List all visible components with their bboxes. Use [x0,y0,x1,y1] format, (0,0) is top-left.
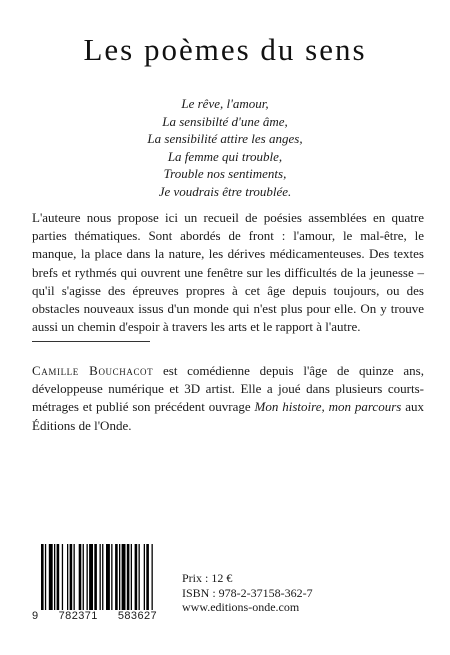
author-bio [32,362,424,435]
barcode-bar [144,544,145,610]
barcode-bar [146,544,149,610]
barcode-bars [32,544,157,610]
barcode-bar [70,544,73,610]
poem-line: Je voudrais être troublée. [158,183,292,199]
isbn: ISBN : 978-2-37158-362-7 [182,585,313,600]
barcode-bar [57,544,60,610]
author-bio-text-end: aux Éditions de l'Onde. [32,399,424,433]
isbn-barcode [32,544,157,630]
poem-line: Le rêve, l'amour, [181,96,269,111]
barcode-bar [102,544,103,610]
poem-line: La sensibilité attire les anges, [147,131,303,146]
barcode-bar [119,544,120,610]
publisher-info [182,571,313,615]
barcode-bar [83,544,84,610]
barcode-right-digits: 583627 [117,610,157,622]
barcode-left-digits: 782371 [58,610,98,622]
poem-line: La sensibilté d'une âme, [162,113,288,129]
barcode-bar [67,544,68,610]
barcode-bar [106,544,110,610]
barcode-bar [122,544,126,610]
barcode-bar [87,544,88,610]
book-description: L'auteure nous propose ici un recueil de poésies assemblées en quatre parties thématiques. Sont abordés de front : l'amour, le mal-être, le manque, la place dans la nature, les dérives médicamenteuses. Des textes brefs et rythmés qui ouvrent une fenêtre sur les difficultés de la jeunesse – qu'il s'agisse des épreuves propres à cet âge depuis toujours, ou des obstacles nouveaux issus d'un monde qui n'est plus pour elle. On y trouve aussi un chemin d'espoir à travers les arts et le rapport à l'autre. [32,210,424,335]
barcode-bar [54,544,55,610]
barcode-bar [131,544,132,610]
barcode-bar [49,544,53,610]
poem-line: La femme qui trouble, [167,148,283,164]
website: www.editions-onde.com [182,600,300,614]
barcode-bar [79,544,82,610]
barcode-bar [152,544,153,610]
poem-excerpt [0,95,450,200]
barcode-bar [139,544,140,610]
barcode-bar [74,544,75,610]
barcode-bar [89,544,93,610]
barcode-bar [45,544,46,610]
barcode-first-digit: 9 [32,610,39,622]
barcode-bar [115,544,118,610]
book-title: Les poèmes du sens [83,32,367,67]
barcode-bar [62,544,63,610]
section-divider [32,341,150,342]
barcode-bar [127,544,130,610]
barcode-bar [41,544,44,610]
author-bio-text: est comédienne depuis l'âge de quinze ans, développeuse numérique et 3D artist. Elle a joué dans plusieurs courts-métrages et publié son précédent ouvrage [32,363,424,415]
barcode-digits [32,610,157,622]
barcode-bar [100,544,101,610]
price: Prix : 12 € [182,571,233,585]
previous-book-title: Mon histoire, mon parcours [254,399,402,415]
poem-line: Trouble nos sentiments, [163,166,287,181]
author-name: Camille Bouchacot [32,363,154,378]
barcode-bar [94,544,97,610]
barcode-bar [135,544,138,610]
barcode-bar [111,544,112,610]
